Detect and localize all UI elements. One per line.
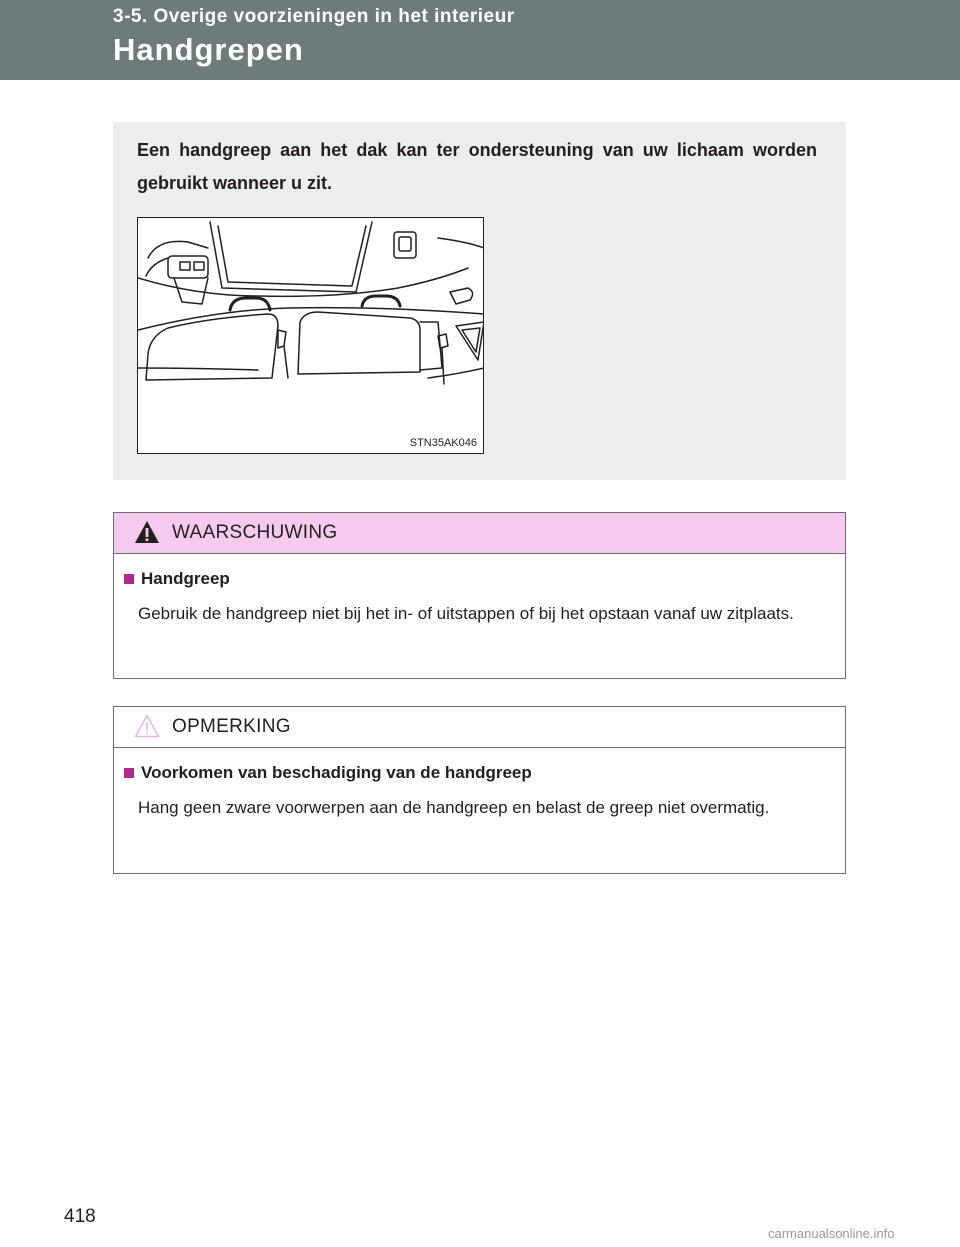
bullet-square-icon xyxy=(124,574,134,584)
notice-item-label: Voorkomen van beschadiging van de handgreep xyxy=(141,763,532,782)
figure-code: STN35AK046 xyxy=(409,437,477,449)
handle-illustration xyxy=(137,217,484,454)
notice-body: Hang geen zware voorwerpen aan de handgreep en belast de greep niet overmatig. xyxy=(138,798,770,817)
warning-header xyxy=(114,513,845,554)
bullet-square-icon xyxy=(124,768,134,778)
warning-body: Gebruik de handgreep niet bij het in- of uitstappen of bij het opstaan vanaf uw zitplaats. xyxy=(138,604,794,623)
page-header xyxy=(0,0,960,80)
car-interior-drawing xyxy=(138,218,484,454)
notice-item-title xyxy=(124,763,532,783)
intro-text: Een handgreep aan het dak kan ter ondersteuning van uw lichaam worden gebruikt wanneer u zit. xyxy=(137,140,817,193)
notice-title: OPMERKING xyxy=(172,716,291,737)
intro-box xyxy=(113,122,846,480)
warning-item-title xyxy=(124,569,230,589)
page-number: 418 xyxy=(64,1206,96,1227)
watermark: carmanualsonline.info xyxy=(768,1226,895,1241)
notice-box xyxy=(113,706,846,874)
page-title: Handgrepen xyxy=(113,32,304,67)
warning-title: WAARSCHUWING xyxy=(172,522,338,543)
caution-triangle-icon xyxy=(134,714,160,738)
notice-header xyxy=(114,707,845,748)
warning-box xyxy=(113,512,846,679)
warning-triangle-icon xyxy=(134,520,160,544)
section-title: 3-5. Overige voorzieningen in het interieur xyxy=(113,6,515,27)
warning-item-label: Handgreep xyxy=(141,569,230,588)
